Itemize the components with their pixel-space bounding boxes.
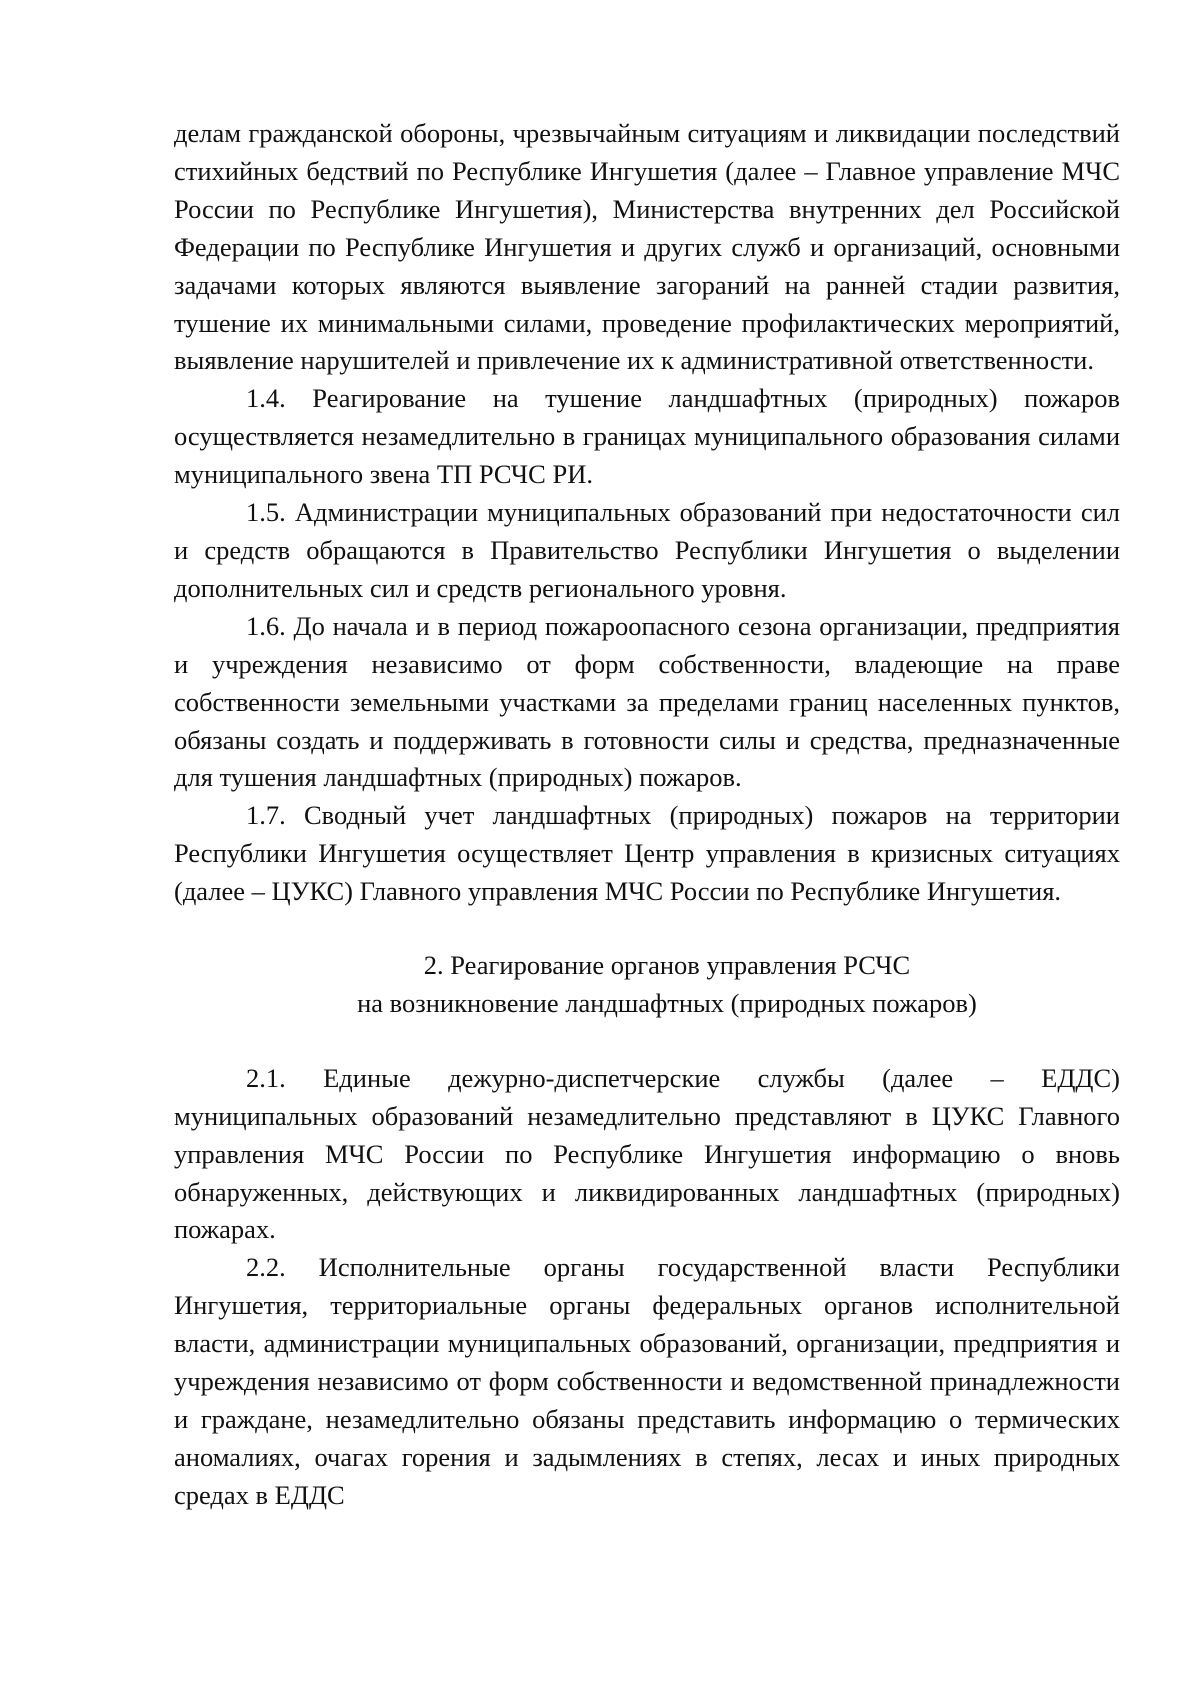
document-body	[174, 115, 1120, 1515]
paragraph-1-7: 1.7. Сводный учет ландшафтных (природных) пожаров на территории Республики Ингушетия осуществляет Центр управления в кризисных ситуациях (далее – ЦУКС) Главного управления МЧС России по Республике Ингушетия.	[174, 800, 1120, 907]
paragraph-2-1: 2.1. Единые дежурно-диспетчерские службы (далее – ЕДДС) муниципальных образований незамедлительно представляют в ЦУКС Главного управления МЧС России по Республике Ингушетия информацию о вновь обнаруженных, действующих и ликвидированных ландшафтных (природных) пожарах.	[174, 1062, 1120, 1245]
paragraph-2-2: 2.2. Исполнительные органы государственной власти Республики Ингушетия, территориальные органы федеральных органов исполнительной власти, администрации муниципальных образований, организации, предприятия и учреждения независимо от форм собственности и ведомственной принадлежности и граждане, незамедлительно обязаны представить информацию о термических аномалиях, очагах горения и задымлениях в степях, лесах и иных природных средах в ЕДДС	[174, 1252, 1120, 1510]
paragraph-continuation: делам гражданской обороны, чрезвычайным ситуациям и ликвидации последствий стихийных бедствий по Республике Ингушетия (далее – Главное управление МЧС России по Республике Ингушетия), Министерства внутренних дел Российской Федерации по Республике Ингушетия и других служб и организаций, основными задачами которых являются выявление загораний на ранней стадии развития, тушение их минимальными силами, проведение профилактических мероприятий, выявление нарушителей и привлечение их к административной ответственности.	[174, 118, 1120, 376]
section-heading-line-2: на возникновение ландшафтных (природных пожаров)	[357, 987, 977, 1018]
paragraph-1-4: 1.4. Реагирование на тушение ландшафтных (природных) пожаров осуществляется незамедлительно в границах муниципального образования силами муниципального звена ТП РСЧС РИ.	[174, 383, 1120, 490]
section-2-heading	[174, 947, 1120, 1023]
paragraph-1-5: 1.5. Администрации муниципальных образований при недостаточности сил и средств обращаются в Правительство Республики Ингушетия о выделении дополнительных сил и средств регионального уровня.	[174, 497, 1120, 603]
section-heading-line-1: 2. Реагирование органов управления РСЧС	[423, 950, 911, 981]
paragraph-1-6: 1.6. До начала и в период пожароопасного сезона организации, предприятия и учреждения независимо от форм собственности, владеющие на праве собственности земельными участками за пределами границ населенных пунктов, обязаны создать и поддерживать в готовности силы и средства, предназначенные для тушения ландшафтных (природных) пожаров.	[174, 610, 1120, 793]
